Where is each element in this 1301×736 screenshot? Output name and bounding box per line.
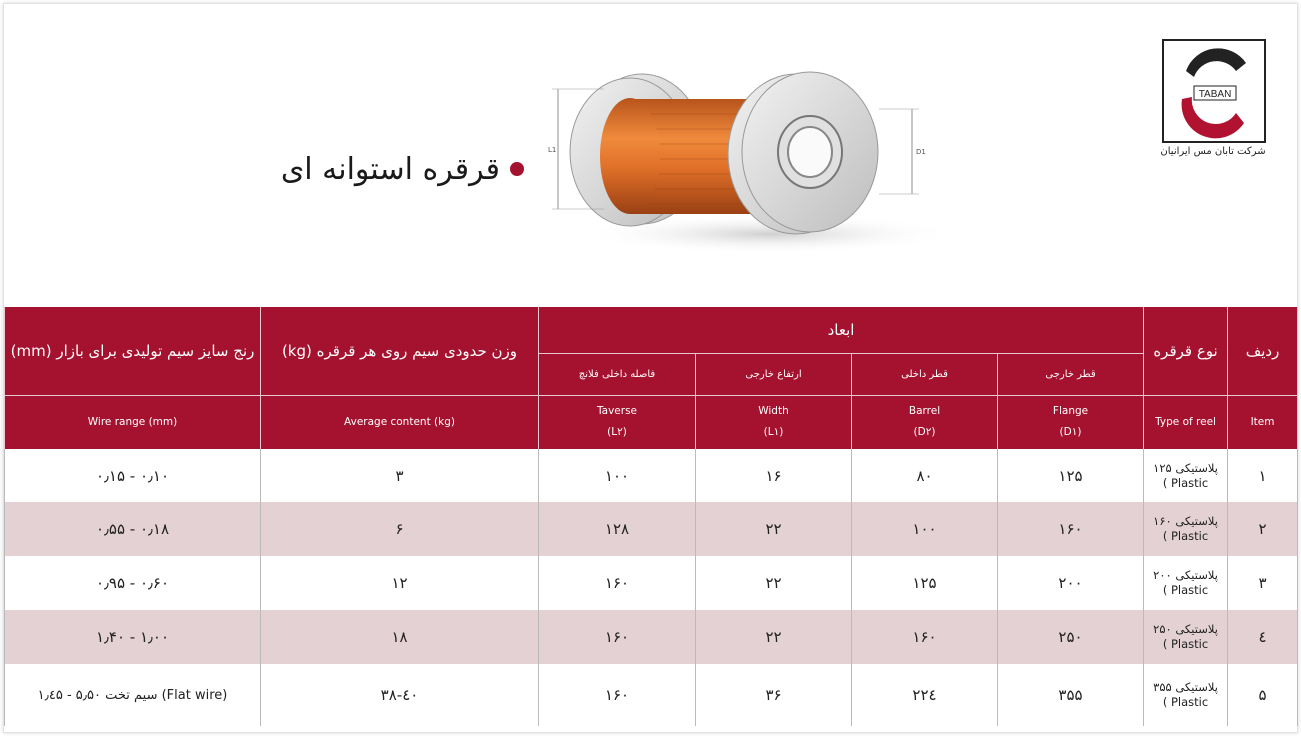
cell-item: ۳ (1228, 556, 1298, 610)
cell-range: ۱٫۰۰ - ۱٫۴۰ (5, 610, 261, 664)
header-weight-en: Average content (kg) (261, 395, 539, 449)
cell-barrel: ۲۲٤ (852, 664, 998, 726)
header-width-code: (L۱) (763, 426, 784, 439)
cell-barrel: ۱۲۵ (852, 556, 998, 610)
header-barrel-en-label: Barrel (908, 405, 941, 418)
cell-type-en: ( Plastic (1162, 637, 1209, 651)
cell-width: ۳۶ (696, 664, 852, 726)
table-row (5, 664, 1298, 726)
cell-item: ٤ (1228, 610, 1298, 664)
header-barrel-en (852, 395, 998, 449)
header-flange-fa: قطر خارجی (998, 353, 1144, 395)
reel-illustration (534, 34, 994, 304)
header-flange-code: (D۱) (1059, 426, 1082, 439)
reel-spec-table (4, 307, 1298, 726)
table-row (5, 449, 1298, 502)
cell-type-fa: پلاستیکی ۲۵۰ (1153, 622, 1218, 636)
cell-range: (Flat wire) سیم تخت ۵٫۵۰ - ۱٫٤۵ (5, 664, 261, 726)
header-type-fa: نوع قرقره (1144, 307, 1228, 395)
cell-type (1144, 502, 1228, 556)
cell-barrel: ۱۰۰ (852, 502, 998, 556)
cell-type (1144, 610, 1228, 664)
header-dims-fa: ابعاد (539, 307, 1144, 353)
cell-type-en: ( Plastic (1162, 583, 1209, 597)
header-traverse-en-label: Taverse (596, 405, 638, 418)
header-traverse-fa: فاصله داخلی فلانچ (539, 353, 696, 395)
cell-width: ۱۶ (696, 449, 852, 502)
cell-type (1144, 449, 1228, 502)
dimension-label-d1: D1 (916, 148, 926, 156)
header-traverse-en (539, 395, 696, 449)
cell-traverse: ۱۲۸ (539, 502, 696, 556)
cell-traverse: ۱۰۰ (539, 449, 696, 502)
cell-type-en: ( Plastic (1162, 475, 1209, 490)
cell-item: ۲ (1228, 502, 1298, 556)
header-traverse-code: (L۲) (607, 426, 627, 439)
cell-weight: ۳۸-٤۰ (261, 664, 539, 726)
page-title (274, 142, 524, 196)
cell-width: ۲۲ (696, 610, 852, 664)
cell-range: ۰٫۱۰ - ۰٫۱۵ (5, 449, 261, 502)
cell-flange: ۲۰۰ (998, 556, 1144, 610)
company-caption: شرکت تابان مس ایرانیان (1160, 146, 1266, 157)
taban-logo-icon (1164, 41, 1264, 141)
cell-width: ۲۲ (696, 502, 852, 556)
header-item-en: Item (1228, 395, 1298, 449)
cell-weight: ۶ (261, 502, 539, 556)
page-title-text: قرقره استوانه ای (280, 151, 500, 187)
cell-type-fa: پلاستیکی ۱۲۵ (1153, 460, 1218, 475)
cell-flange: ۲۵۰ (998, 610, 1144, 664)
header-range-fa: رنج سایز سیم تولیدی برای بازار (mm) (5, 307, 261, 395)
cell-flange: ۱۶۰ (998, 502, 1144, 556)
cell-flange: ۱۲۵ (998, 449, 1144, 502)
cell-traverse: ۱۶۰ (539, 664, 696, 726)
table-row (5, 502, 1298, 556)
cell-type (1144, 556, 1228, 610)
table-row (5, 610, 1298, 664)
cell-range: ۰٫۱۸ - ۰٫۵۵ (5, 502, 261, 556)
cell-traverse: ۱۶۰ (539, 556, 696, 610)
header-weight-fa: وزن حدودی سیم روی هر قرقره (kg) (261, 307, 539, 395)
cell-traverse: ۱۶۰ (539, 610, 696, 664)
cell-type (1144, 664, 1228, 726)
cell-width: ۲۲ (696, 556, 852, 610)
cell-type-en: ( Plastic (1162, 529, 1209, 543)
header-range-en: Wire range (mm) (5, 395, 261, 449)
cell-weight: ۱۸ (261, 610, 539, 664)
cell-range: ۰٫۶۰ - ۰٫۹۵ (5, 556, 261, 610)
header-type-en: Type of reel (1144, 395, 1228, 449)
cell-type-fa: پلاستیکی ۲۰۰ (1153, 568, 1218, 582)
company-logo (1162, 39, 1266, 143)
header-barrel-code: (D۲) (913, 426, 936, 439)
header-width-en (696, 395, 852, 449)
logo-text: TABAN (1198, 89, 1232, 100)
cell-barrel: ۸۰ (852, 449, 998, 502)
cell-item: ۵ (1228, 664, 1298, 726)
header-width-en-label: Width (758, 405, 789, 418)
header-barrel-fa: قطر داخلی (852, 353, 998, 395)
cell-type-en: ( Plastic (1162, 695, 1209, 709)
dimension-label-l1: L1 (548, 146, 557, 154)
cell-weight: ۱۲ (261, 556, 539, 610)
table-row (5, 556, 1298, 610)
header-flange-en-label: Flange (1052, 405, 1089, 418)
cell-type-fa: پلاستیکی ۳۵۵ (1153, 680, 1218, 694)
header-width-fa: ارتفاع خارجی (696, 353, 852, 395)
bullet-dot (510, 162, 524, 176)
header-flange-en (998, 395, 1144, 449)
cell-barrel: ۱۶۰ (852, 610, 998, 664)
cell-item: ۱ (1228, 449, 1298, 502)
cell-flange: ۳۵۵ (998, 664, 1144, 726)
cell-weight: ۳ (261, 449, 539, 502)
cell-type-fa: پلاستیکی ۱۶۰ (1153, 514, 1218, 528)
header-item-fa: ردیف (1228, 307, 1298, 395)
